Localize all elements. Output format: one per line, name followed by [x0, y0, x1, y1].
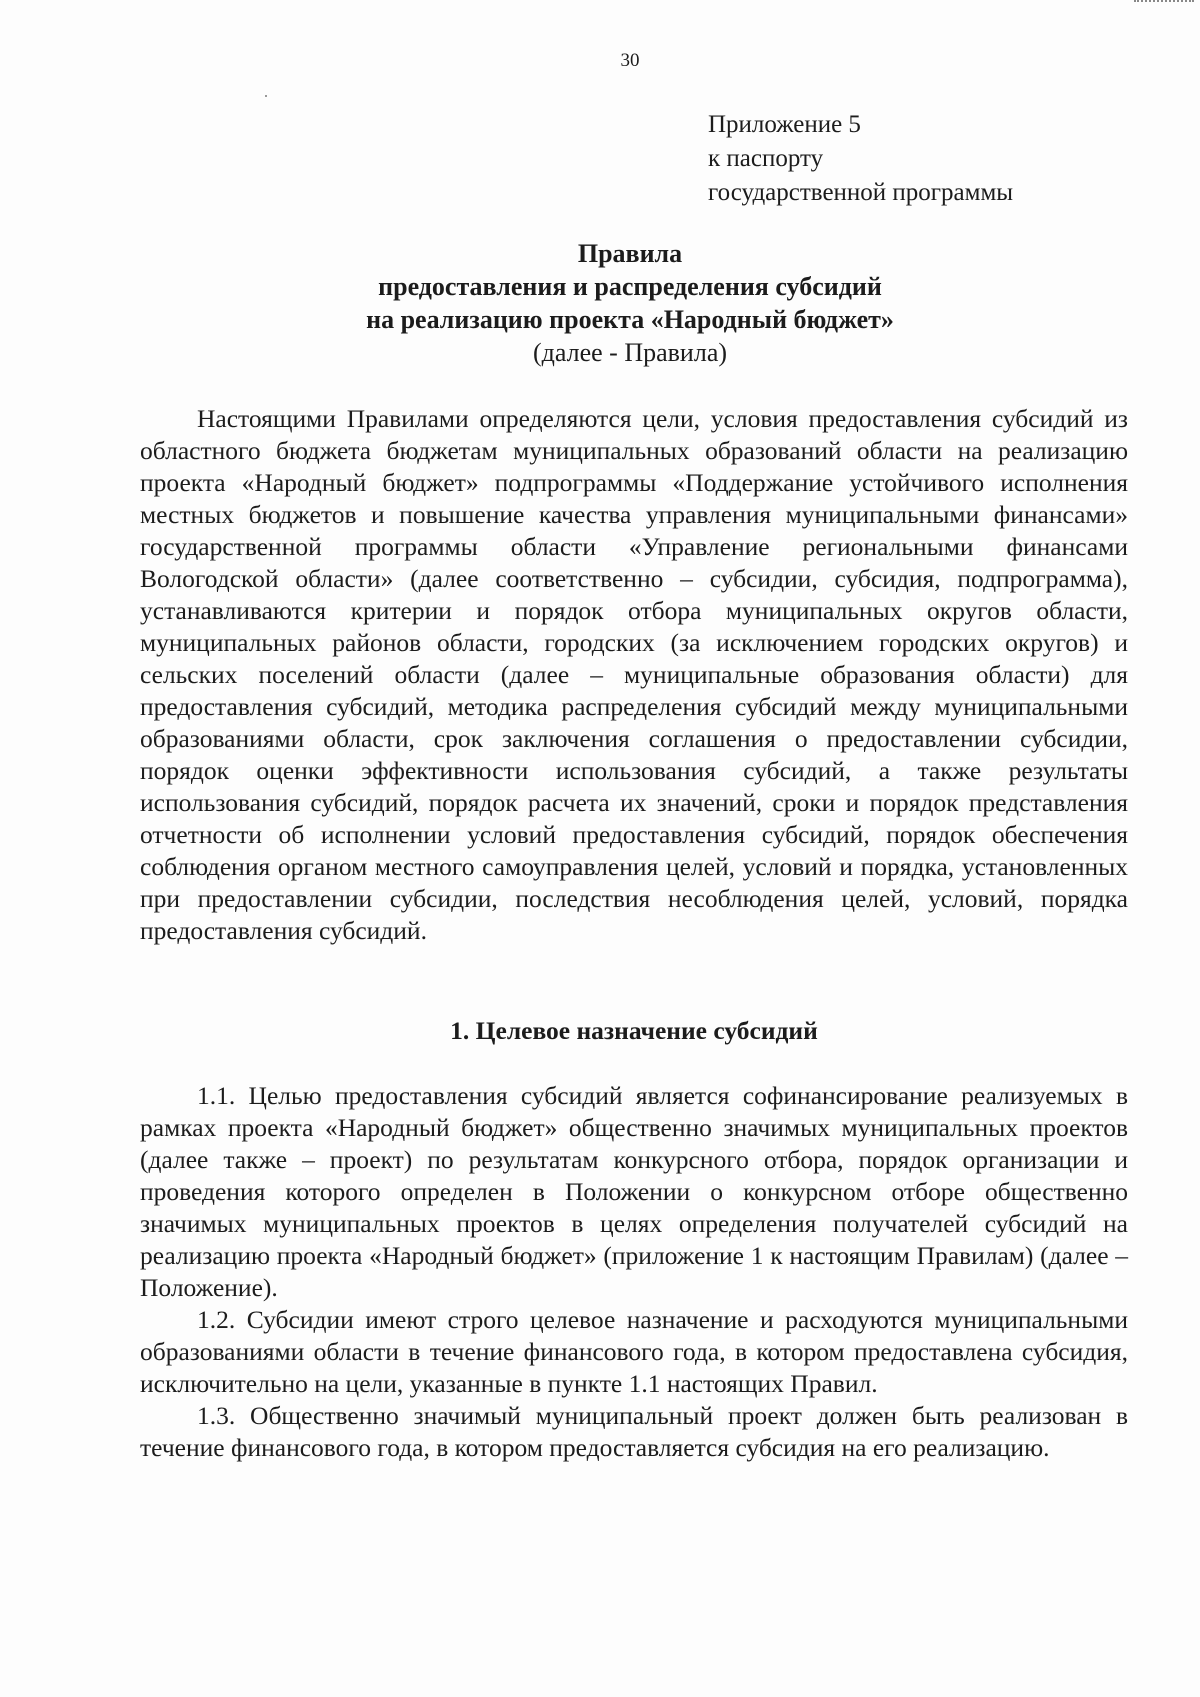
title-line-2: предоставления и распределения субсидий	[378, 272, 882, 301]
page-number: 30	[620, 50, 640, 71]
scan-artifact	[1134, 0, 1194, 6]
paragraph-1-3: 1.3. Общественно значимый муниципальный проект должен быть реализован в течение финансового года, в котором предоставляется субсидия на его реализацию.	[140, 1401, 1128, 1462]
section-1-heading: 1. Целевое назначение субсидий	[450, 1016, 818, 1045]
appendix-line-1: Приложение 5	[708, 111, 861, 138]
paragraph-1-2: 1.2. Субсидии имеют строго целевое назначение и расходуются муниципальными образованиями области в течение финансового года, в котором предоставлена субсидия, исключительно на цели, указанные в пункте 1.1 настоящих Правил.	[140, 1305, 1128, 1398]
appendix-line-3: государственной программы	[708, 179, 1014, 206]
title-line-1: Правила	[577, 239, 683, 268]
scan-artifact-dot	[265, 95, 267, 97]
appendix-line-2: к паспорту	[708, 145, 824, 172]
paragraph-1-1: 1.1. Целью предоставления субсидий является софинансирование реализуемых в рамках проекта «Народный бюджет» общественно значимых муниципальных проектов (далее также – проект) по результатам конкурсного отбора, порядок организации и проведения которого определен в Положении о конкурсном отборе общественно значимых муниципальных проектов в целях определения получателей субсидий на реализацию проекта «Народный бюджет» (приложение 1 к настоящим Правилам) (далее – Положение).	[140, 1081, 1128, 1302]
appendix-note	[708, 108, 1013, 210]
document-title	[0, 237, 1200, 369]
intro-paragraph: Настоящими Правилами определяются цели, условия предоставления субсидий из областного бюджета бюджетам муниципальных образований области на реализацию проекта «Народный бюджет» подпрограммы «Поддержание устойчивого исполнения местных бюджетов и повышение качества управления муниципальными финансами» государственной программы области «Управление региональными финансами Вологодской области» (далее соответственно – субсидии, субсидия, подпрограмма), устанавливаются критерии и порядок отбора муниципальных округов области, муниципальных районов области, городских (за исключением городских округов) и сельских поселений области (далее – муниципальные образования области) для предоставления субсидий, методика распределения субсидий между муниципальными образованиями области, срок заключения соглашения о предоставлении субсидии, порядок оценки эффективности использования субсидий, а также результаты использования субсидий, порядок расчета их значений, сроки и порядок представления отчетности об исполнении условий предоставления субсидий, порядок обеспечения соблюдения органом местного самоуправления целей, условий и порядка, установленных при предоставлении субсидии, последствия несоблюдения целей, условий, порядка предоставления субсидий.	[140, 404, 1128, 945]
intro-section	[140, 403, 1128, 947]
title-line-3: на реализацию проекта «Народный бюджет»	[366, 305, 894, 334]
title-line-4: (далее - Правила)	[532, 338, 728, 367]
section-1-body	[140, 1080, 1128, 1464]
